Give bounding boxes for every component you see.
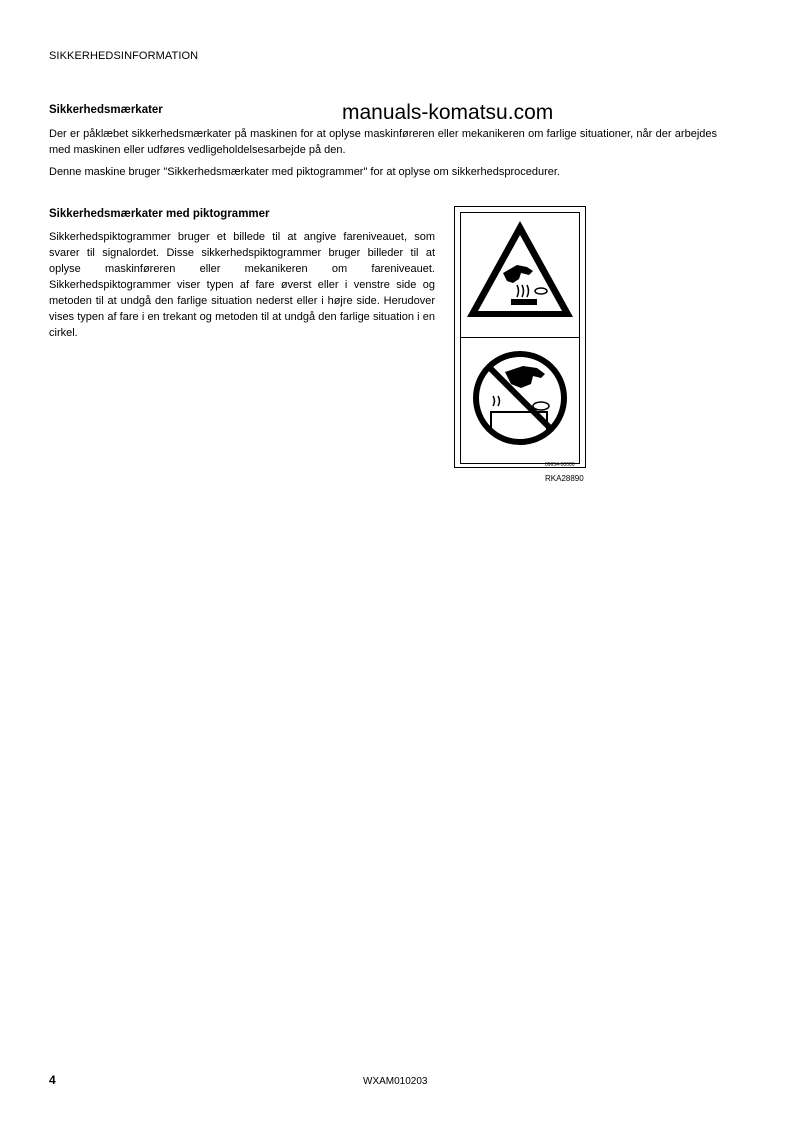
- body-paragraph-2: Denne maskine bruger "Sikkerhedsmærkater med piktogrammer" for at oplyse om sikkerhedsprocedurer.: [49, 166, 560, 178]
- body-paragraph-3: Sikkerhedspiktogrammer bruger et billede til at angive fareniveauet, som svarer til signalordet. Disse sikkerhedspiktogrammer bruger billeder til at oplyse maskinføreren eller mekanikeren om fareniveauet. Sikkerhedspiktogrammer viser typen af fare øverst eller i venstre side og metoden til at undgå den farlige situation nederst eller i højre side. Herudover vises typen af fare i en trekant og metoden til at undgå den farlige situation i en cirkel.: [49, 231, 435, 339]
- document-code: WXAM010203: [363, 1076, 428, 1087]
- page-number: 4: [49, 1073, 56, 1087]
- safety-label-figure: [454, 206, 586, 468]
- figure-label-code: 09654-00000: [545, 462, 575, 468]
- prohibition-hand-icon: [461, 338, 579, 462]
- hazard-triangle-hand-steam-icon: [461, 213, 579, 337]
- body-paragraph-1: Der er påklæbet sikkerhedsmærkater på maskinen for at oplyse maskinføreren eller mekanikeren om farlige situationer, når der arbejdes med maskinen eller udføres vedligeholdelsesarbejde på den.: [49, 128, 717, 156]
- hazard-panel: [460, 212, 580, 338]
- watermark: manuals-komatsu.com: [342, 101, 554, 124]
- section-heading-pictograms: Sikkerhedsmærkater med piktogrammer: [49, 208, 270, 220]
- figure-id: RKA28890: [545, 474, 584, 483]
- section-heading-safety-labels: Sikkerhedsmærkater: [49, 104, 163, 116]
- avoidance-panel: [460, 338, 580, 464]
- running-header: SIKKERHEDSINFORMATION: [49, 50, 199, 62]
